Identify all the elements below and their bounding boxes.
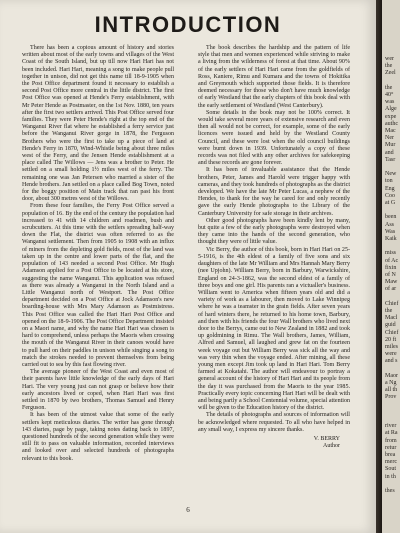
facing-page-fragment: the [385,84,393,91]
facing-page-fragment: wer [385,56,394,62]
facing-page-fragment: in th [385,473,396,480]
facing-page-fragment: 40° [385,92,394,98]
facing-page-fragment: ton [385,178,393,185]
facing-page-fragment: expe [385,113,397,120]
facing-page-fragment: Mur [385,142,396,149]
facing-page-fragment: of Ac [385,257,399,264]
facing-page-fragment: a Ng [385,380,397,386]
facing-page-fragment: Tasr [385,156,396,163]
facing-page-fragment: authc [385,120,398,127]
paragraph: From these four families, the Ferry Post Office served a population of 16. By the end of the century the population had increased to 41 with 14 children and roadmen, bush and scrubcutters. At this time with the settlers spreading half-way down the Flat, the district was often referred to as the Wanganui settlement. Then from 1905 to 1908 with an influx of miners from the depleting gold fields, most of the land was taken up in the centre and lower parts of the flat, and the population of 143 needed a second Post Office. Mr Hugh Adamson applied for a Post Office to be located at his store, suggesting the name Wanganui. This application was refused as there was already a Wanganui in the North Island and a Little Wanganui north of Westport. The Post Office department decided on a Post Office at Jock Adamson's new boarding-house with Mrs Mary Adamson as Postmistress. This Post Office was called the Hari Hari Post Office and opened on the 18-9-1906. The Post Office Department insisted on a Maori name, and why the name Hari Hari was chosen is hard to comprehend, unless perhaps the Maoris when crossing the mouth of the Wanganui River in their canoes would have to pull hard on their paddles in unison while singing a song to match the strokes needed to prevent themselves from being carried out to sea by this fast flowing river. [22,203,174,368]
facing-page-fragment: brea [385,452,396,458]
paragraph: It has been of the utmost value that some of the early settlers kept meticulous diaries. The writer has gone through 143 diaries, page by page, taking notes dating back to 1897, questioned hundreds of the second generation while they were still fit to pass on valuable information, recorded interviews and looked over and selected hundreds of photographs relevant to this book. [22,412,174,462]
facing-page-fragment: of N [385,272,396,278]
facing-page-fragment: from [385,437,397,444]
facing-page-fragment: and [385,149,394,156]
facing-page-fragment: miss [385,250,397,257]
facing-page-fragment: Ass [385,221,395,228]
facing-page-fragment: been [385,214,397,221]
facing-page-fragment: at G [385,200,396,206]
facing-page-edge [382,0,400,533]
facing-page-fragment: Eng [385,185,395,192]
facing-page-fragment: of ar [385,286,397,293]
page-title: INTRODUCTION [94,12,282,37]
facing-page-fragment: 20 ft [385,336,397,343]
facing-page-fragment: Maor [385,372,398,379]
facing-page-fragment: Sout [385,466,397,473]
facing-page-fragment: Mac [385,128,396,134]
paragraph: The details of photographs and sources of information will be acknowledged where requested. To all who have helped in any small way, I express my sincere thanks. [198,412,350,433]
author-role: Author [323,442,340,449]
facing-page-fragment: were [385,351,397,358]
facing-page-fragment: river [385,423,397,430]
facing-page-fragment: retur [385,444,397,451]
facing-page-fragment: Was [385,228,396,235]
facing-page-fragment: thes [385,488,395,494]
facing-page-fragment: Alge [385,106,397,113]
facing-page-fragment: Zeel [385,70,396,77]
paragraph: The average pioneer of the West Coast and even most of their parents have little knowledge of the early days of Hari Hari. The very young just can not grasp or believe how their early ancestors lived or coped, when Hari Hari was first settled in 1870 by two brothers, Thomas Samuel and Henry Ferguson. [22,369,174,412]
facing-page-fragment: at Ra [385,430,398,437]
author-name: V. BERRY [313,435,340,442]
paragraph: Other good photographs have been kindly lent by many, but quite a few of the early photographs were destroyed when they came into the hands of the second generation, who thought they were of little value. [198,217,350,246]
facing-page-fragment: New [385,171,397,178]
facing-page-fragment: Prov [385,394,397,401]
facing-page-fragment: Coo [385,192,396,199]
facing-page-fragment: fixin [385,264,397,271]
facing-page-fragment: Kaik [385,236,397,242]
facing-page-fragment: all th [385,387,398,394]
signature-block [198,436,350,450]
paragraph: There has been a copious amount of history and stories written about most of the early towns and villages of the West Coast of the South Island, but up till now Hari Hari has not been included. Hari Hari, meaning a song to make people pull together in unison, did not get this name till 18-9-1905 when the Post Office department found it necessary to establish a second Post Office more central in the little district. The first Post Office was opened at Hende's Ferry establishment, with Mr Peter Hende as Postmaster, on the 1st Nov. 1880, ten years after the first two settlers arrived. This Post Office served four families. They were Peter Hende's right at the top end of the Wanganui River flat where he established a ferry service just before the Wanganui River gorge in 1878, the Ferguson Brothers who were the first to take up a piece of land at Hende's Ferry in 1870, Wind-Whistle being about three miles west of the Ferry, and the Jensen Hende establishment at a place called The Willows — Jens was a brother to Peter. He settled on a small holding 1½ miles west of the ferry. The remaining one was Jan Petersen who married a sister of the Hende brothers. Jan settled on a place called Bog Town, noted for the boggy position of Main track that ran past his front door, about 300 metres west of the Willows. [22,45,174,203]
facing-page-fragment: Ner [385,135,394,142]
page-number: 6 [186,506,190,514]
paragraph: Some details in the book may not be 100% correct. It would take several more years of extensive research and even then all would not be correct, for example, some of the early licences were issued and held by the Westland County Council, and these were lost when the old council buildings were burnt down in 1939. Unfortunately a copy of these records was not filed with any other archives for safekeeping and these records are gone forever. [198,109,350,167]
facing-page-fragment: Chief [385,329,399,336]
facing-page-fragment: and s [385,358,398,365]
facing-page-fragment: the [385,63,393,70]
left-column [22,45,174,463]
right-column [198,45,350,450]
facing-page-fragment: Maw [385,279,398,286]
paragraph: Vic Berry, the author of this book, born in Hari Hari on 25-5-1916, is the 4th eldest of a family of five sons and six daughters of the late Mr William and Mrs Hannah Mary Berry (nee Upjohn). William Berry, born in Barbury, Warwickshire, England on 24-3-1862, was the second eldest of a family of three boys and one girl. His parents ran a victualler's business. William went to America when fifteen years old and did a variety of work as a labourer, then moved to Lake Winnipeg where he was a teamster in the grain fields. After seven years of hard winters there, he returned to his home town, Barbury, and then with his friends the four Wall brothers who lived next door to the Berrys, came out to New Zealand in 1882 and took up goldmining in Rimu. The Wall brothers, James, William, Alfred and Samuel, all laughed and grew fat on the fourteen week voyage out but William Berry was sick all the way and was very thin when the voyage ended. After mining, all these young men except Jim took up land in Hari Hari. Tom Berry farmed at Kokatahi. The author will endeavour to portray a general account of the history of Hari Hari and its people from the day it was purchased from the Maoris to the year 1985. Practically every topic concerning Hari Hari will be dealt with and being partly a School Centennial volume, special attention will be given to the Education history of the district. [198,246,350,412]
paragraph: The book describes the hardship and the pattern of life style that men and women experienced while striving to make a living from the wilderness of forest at that time. About 90% of the early settlers of Hari Hari came from the goldfields of Ross, Kaniere, Rimu and Kumara and the towns of Hokitika and Greymouth which supported those fields. It is therefore deemed necessary for those who don't have much knowledge of early Westland that the early chapters of this book deal with the early settlement of Westland (West Canterbury). [198,45,350,109]
facing-page-fragment: was [385,99,395,106]
facing-page-fragment: Macl [385,315,398,322]
facing-page-fragment: merc [385,459,397,466]
paragraph: It has been of invaluable assistance that the Hende brothers, Peter, James and Harold were trigger happy with cameras, and they took hundreds of photographs as the district developed. We have the late Mr Peter Lucas, a nephew of the Hendes, to thank for the way he cared for and only recently gave the early Hende photographs to the Library of the Canterbury University for safe storage in their archives. [198,167,350,217]
facing-page-fragment: Chief [385,300,399,307]
facing-page-fragment: guid [385,322,396,329]
facing-page-fragment: the [385,308,393,314]
facing-page-fragment: miles [385,344,398,350]
